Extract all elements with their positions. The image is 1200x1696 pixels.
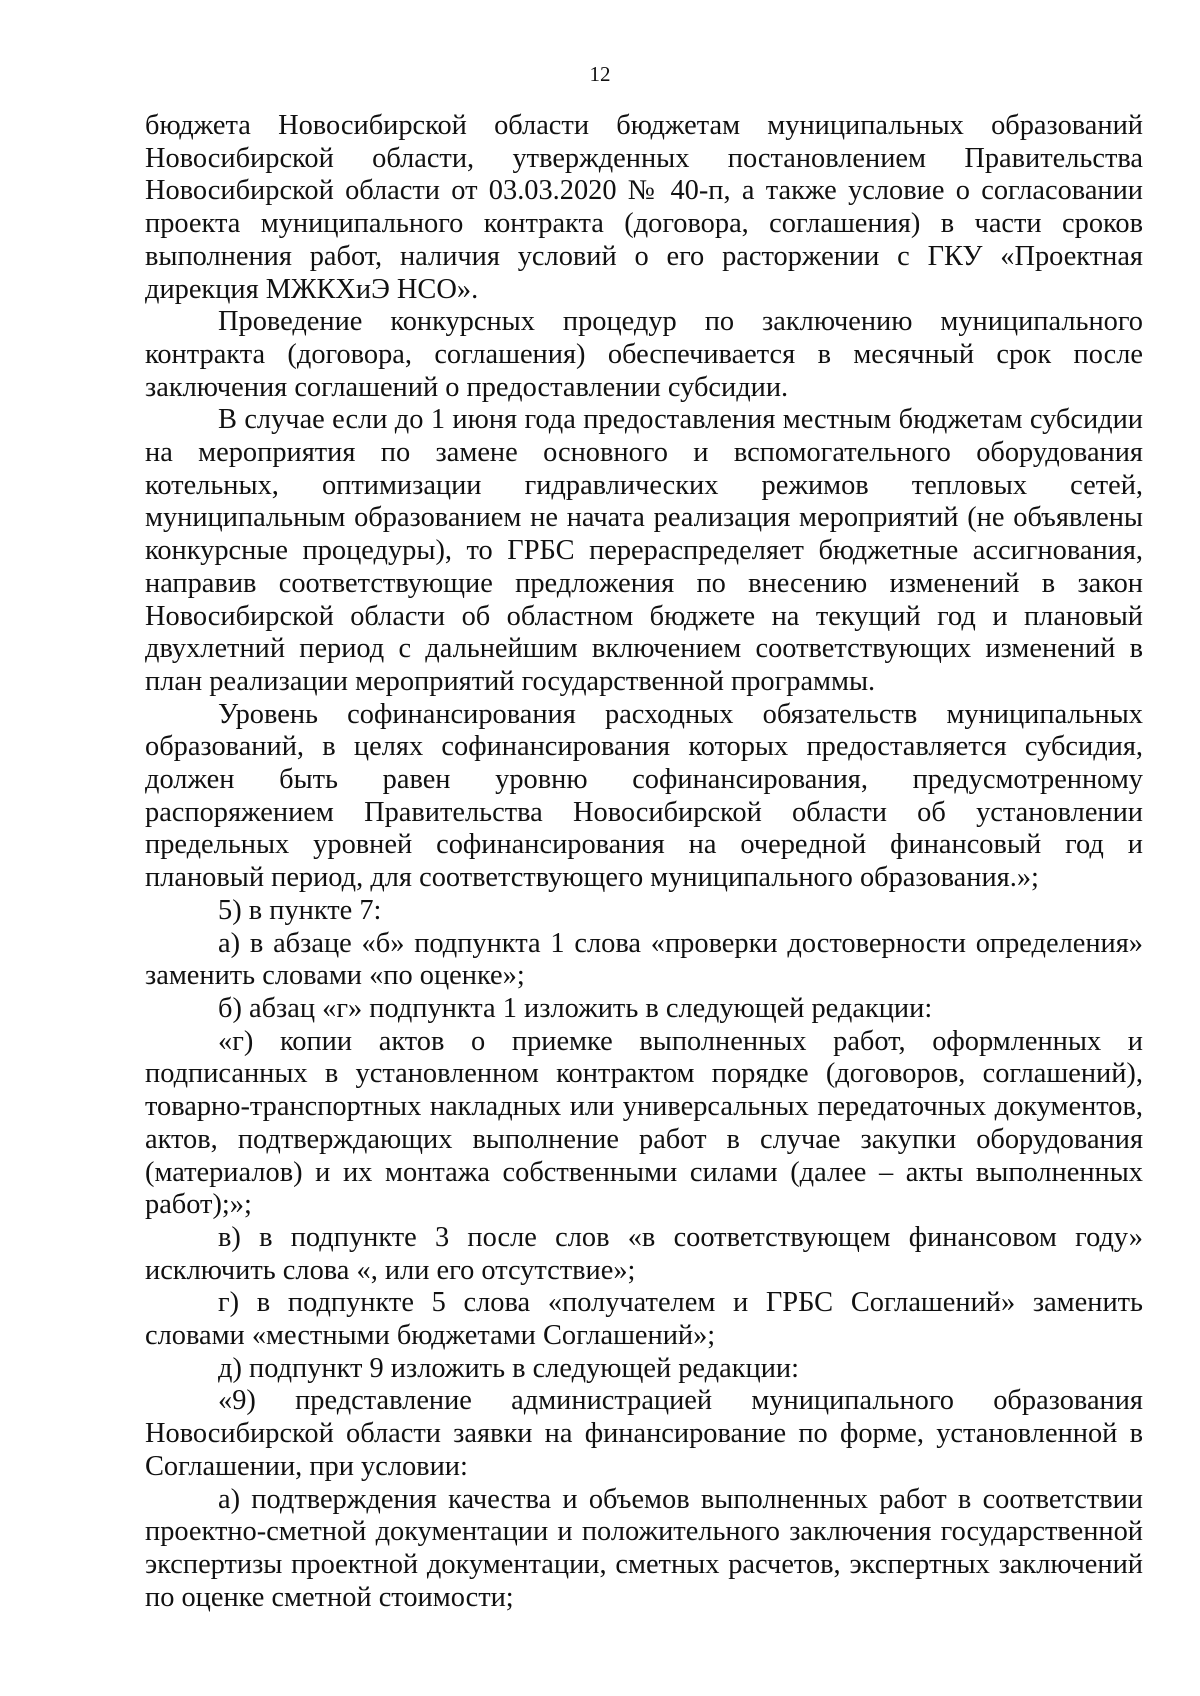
page-number: 12 xyxy=(589,62,611,86)
paragraph-june-deadline: В случае если до 1 июня года предоставления местным бюджетам субсидии на мероприятия по замене основного и вспомогательного оборудования котельных, оптимизации гидравлических режимов тепловых сетей, муниципальным образованием не начата реализация мероприятий (не объявлены конкурсные процедуры), то ГРБС перераспределяет бюджетные ассигнования, направив соответствующие предложения по внесению изменений в закон Новосибирской области об областном бюджете на текущий год и плановый двухлетний период с дальнейшим включением соответствующих изменений в план реализации мероприятий государственной программы. xyxy=(145,404,1143,697)
paragraph-item-5g: г) в подпункте 5 слова «получателем и ГРБС Соглашений» заменить словами «местными бюджетами Соглашений»; xyxy=(145,1287,1143,1352)
paragraph-continuation: бюджета Новосибирской области бюджетам муниципальных образований Новосибирской области, утвержденных постановлением Правительства Новосибирской области от 03.03.2020 № 40-п, а также условие о согласовании проекта муниципального контракта (договора, соглашения) в части сроков выполнения работ, наличия условий о его расторжении с ГКУ «Проектная дирекция МЖКХиЭ НСО». xyxy=(145,110,1143,305)
paragraph-item-5: 5) в пункте 7: xyxy=(218,894,382,926)
paragraph-competitive-procedures: Проведение конкурсных процедур по заключению муниципального контракта (договора, соглашения) обеспечивается в месячный срок после заключения соглашений о предоставлении субсидии. xyxy=(145,306,1143,403)
document-body xyxy=(145,110,1143,1614)
paragraph-item-5b: б) абзац «г» подпункта 1 изложить в следующей редакции: xyxy=(218,992,933,1024)
paragraph-item-5b-text: «г) копии актов о приемке выполненных работ, оформленных и подписанных в установленном контрактом порядке (договоров, соглашений), товарно-транспортных накладных или универсальных передаточных документов, актов, подтверждающих выполнение работ в случае закупки оборудования (материалов) и их монтажа собственными силами (далее – акты выполненных работ);»; xyxy=(145,1025,1143,1221)
paragraph-item-5a: а) в абзаце «б» подпункта 1 слова «проверки достоверности определения» заменить словами «по оценке»; xyxy=(145,927,1143,992)
paragraph-cofinancing-level: Уровень софинансирования расходных обязательств муниципальных образований, в целях софинансирования которых предоставляется субсидия, должен быть равен уровню софинансирования, предусмотренному распоряжением Правительства Новосибирской области об установлении предельных уровней софинансирования на очередной финансовый год и плановый период, для соответствующего муниципального образования.»; xyxy=(145,698,1143,894)
paragraph-item-5v: в) в подпункте 3 после слов «в соответствующем финансовом году» исключить слова «, или его отсутствие»; xyxy=(145,1221,1143,1286)
paragraph-item-5d: д) подпункт 9 изложить в следующей редакции: xyxy=(218,1352,799,1384)
paragraph-item-9a: а) подтверждения качества и объемов выполненных работ в соответствии проектно-сметной документации и положительного заключения государственной экспертизы проектной документации, сметных расчетов, экспертных заключений по оценке сметной стоимости; xyxy=(145,1483,1143,1613)
paragraph-item-9-text: «9) представление администрацией муниципального образования Новосибирской области заявки на финансирование по форме, установленной в Соглашении, при условии: xyxy=(145,1385,1143,1482)
